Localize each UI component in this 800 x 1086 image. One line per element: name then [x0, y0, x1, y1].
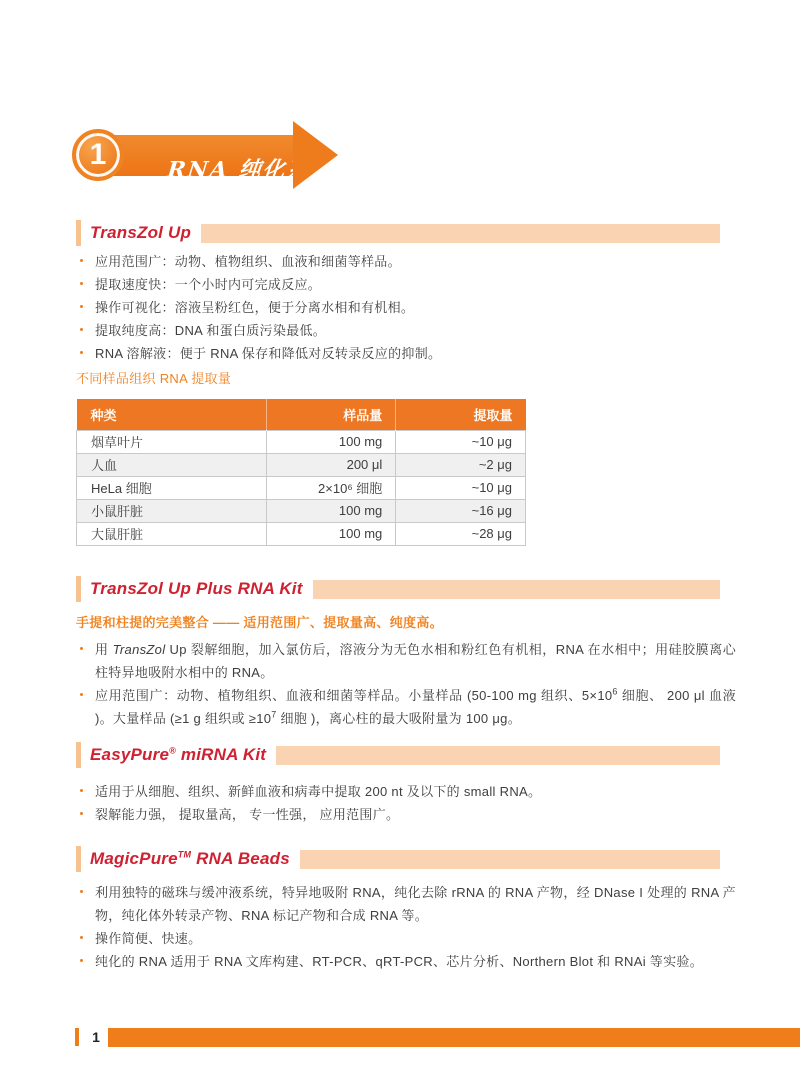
table-row: [77, 522, 526, 545]
bullet-icon: [77, 809, 87, 819]
chapter-title: RNA 纯化系列: [166, 157, 312, 223]
title-highlight-bar: [313, 580, 720, 599]
section-magicpure-rna-beads: [76, 846, 736, 973]
sample-amount-cell: 100 mg: [266, 499, 396, 522]
bullet-icon: [77, 644, 87, 654]
section-title: TransZol Up Plus RNA Kit: [90, 579, 303, 598]
page-number: 1: [92, 1029, 100, 1045]
bullet-icon: [77, 956, 87, 966]
species-cell: 烟草叶片: [77, 430, 267, 453]
yield-cell: ~10 μg: [396, 476, 526, 499]
feature-item: 提取速度快：一个小时内可完成反应。: [76, 273, 736, 296]
feature-list: [76, 638, 736, 730]
chapter-banner: [72, 120, 362, 223]
chapter-number: 1: [89, 138, 107, 171]
header-sample-amount: 样品量: [266, 399, 396, 430]
feature-list: [76, 780, 736, 826]
bullet-icon: [77, 256, 87, 266]
section-transzol-up-plus-rna-kit: [76, 576, 736, 730]
feature-item: 操作简便、快速。: [76, 927, 736, 950]
section-easypure-mirna-kit: [76, 742, 736, 826]
species-cell: 人血: [77, 453, 267, 476]
yield-cell: ~28 μg: [396, 522, 526, 545]
table-row: [77, 430, 526, 453]
chapter-number-badge: [72, 129, 124, 181]
feature-list: [76, 881, 736, 973]
feature-item: 应用范围广：动物、植物组织、血液和细菌等样品。: [76, 250, 736, 273]
table-row: [77, 476, 526, 499]
section-title: TransZol Up: [90, 223, 192, 242]
feature-item: 适用于从细胞、组织、新鲜血液和病毒中提取 200 nt 及以下的 small RNA。: [76, 780, 736, 803]
section-transzol-up: [76, 220, 736, 546]
title-accent-bar: [76, 846, 81, 872]
species-cell: 大鼠肝脏: [77, 522, 267, 545]
section-tagline: 手提和柱提的完美整合 —— 适用范围广、提取量高、纯度高。: [76, 615, 443, 630]
yield-cell: ~16 μg: [396, 499, 526, 522]
feature-item: RNA 溶解液：便于 RNA 保存和降低对反转录反应的抑制。: [76, 342, 736, 365]
section-title: EasyPure® miRNA Kit: [90, 745, 267, 764]
banner-arrow-body: [96, 135, 312, 223]
arrow-right-icon: [293, 121, 338, 189]
section-header: [76, 846, 736, 872]
table-row: [77, 453, 526, 476]
sample-amount-cell: 2×10⁶ 细胞: [266, 476, 396, 499]
feature-item: 纯化的 RNA 适用于 RNA 文库构建、RT-PCR、qRT-PCR、芯片分析、Northern Blot 和 RNAi 等实验。: [76, 950, 736, 973]
title-highlight-bar: [201, 224, 720, 243]
bullet-icon: [77, 348, 87, 358]
sample-amount-cell: 100 mg: [266, 522, 396, 545]
bullet-icon: [77, 933, 87, 943]
title-accent-bar: [76, 576, 81, 602]
feature-item: 操作可视化：溶液呈粉红色，便于分离水相和有机相。: [76, 296, 736, 319]
feature-item: 裂解能力强， 提取量高， 专一性强， 应用范围广。: [76, 803, 736, 826]
sample-amount-cell: 100 mg: [266, 430, 396, 453]
header-yield: 提取量: [396, 399, 526, 430]
sample-amount-cell: 200 μl: [266, 453, 396, 476]
bullet-icon: [77, 302, 87, 312]
title-accent-bar: [76, 220, 81, 246]
section-title: MagicPure™ RNA Beads: [90, 849, 290, 868]
yield-cell: ~2 μg: [396, 453, 526, 476]
feature-item: 应用范围广：动物、植物组织、血液和细菌等样品。小量样品 (50-100 mg 组织、$5\times 10^6$ 细胞、 200 μl 血液 )。大量样品 (≥1 g 组织或 $\ge 10^7$ 细胞 )，离心柱的最大吸附量为 100 μg。: [76, 684, 736, 730]
section-header: [76, 220, 736, 246]
title-highlight-bar: [300, 850, 720, 869]
header-species: 种类: [77, 399, 267, 430]
bullet-icon: [77, 786, 87, 796]
bullet-icon: [77, 887, 87, 897]
page-footer: [0, 1028, 800, 1047]
feature-item: 利用独特的磁珠与缓冲液系统，特异地吸附 RNA，纯化去除 rRNA 的 RNA 产物，经 DNase I 处理的 RNA 产物，纯化体外转录产物、RNA 标记产物和合成 RNA 等。: [76, 881, 736, 927]
section-header: [76, 742, 736, 768]
table-header-row: [77, 399, 526, 430]
footer-bar: [108, 1028, 800, 1047]
bullet-icon: [77, 279, 87, 289]
bullet-icon: [77, 325, 87, 335]
bullet-icon: [77, 690, 87, 700]
feature-item: 用 TransZol Up 裂解细胞，加入氯仿后，溶液分为无色水相和粉红色有机相，RNA 在水相中；用硅胶膜离心柱特异地吸附水相中的 RNA。: [76, 638, 736, 684]
footer-accent-bar: [75, 1028, 79, 1046]
table-row: [77, 499, 526, 522]
rna-yield-table: [76, 399, 526, 546]
species-cell: HeLa 细胞: [77, 476, 267, 499]
species-cell: 小鼠肝脏: [77, 499, 267, 522]
section-header: [76, 576, 736, 602]
title-accent-bar: [76, 742, 81, 768]
title-highlight-bar: [276, 746, 720, 765]
table-caption: 不同样品组织 RNA 提取量: [76, 371, 232, 386]
feature-item: 提取纯度高：DNA 和蛋白质污染最低。: [76, 319, 736, 342]
yield-cell: ~10 μg: [396, 430, 526, 453]
feature-list: [76, 250, 736, 365]
